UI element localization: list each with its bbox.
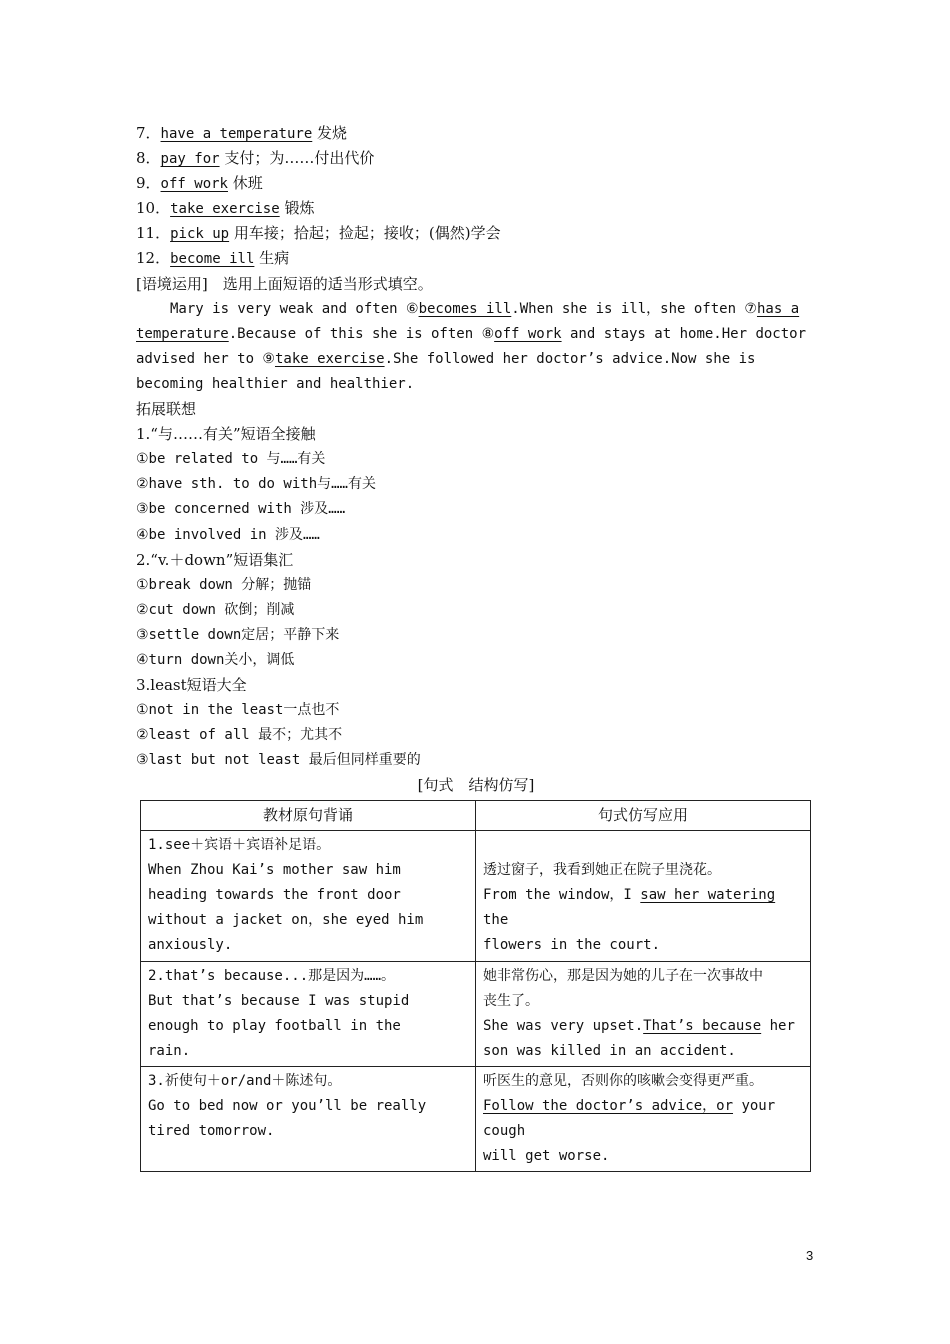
text: .She followed her doctor’s advice.Now she is [384,350,756,367]
pattern-title: 2.that’s because...那是因为……。 [148,967,396,984]
original-sentence-cell [141,1066,476,1171]
phrase-chinese: 生病 [254,249,290,268]
answer-blank: saw her watering [640,887,776,904]
column-header: 句式仿写应用 [476,801,811,831]
phrase-english: become ill [170,251,255,268]
cell-line: anxiously. [148,937,233,954]
chinese-prompt: 透过窗子，我看到她正在院子里浇花。 [483,862,721,879]
phrase-number: 11． [136,224,171,243]
cell-line [483,1094,803,1144]
phrase-chinese: 发烧 [312,124,348,142]
pattern-title: 3.祈使句＋or/and＋陈述句。 [148,1072,342,1089]
group-title: 3.least短语大全 [136,676,247,695]
list-item: ②cut down 砍倒；削减 [136,601,295,618]
list-item: ①break down 分解；抛锚 [136,576,312,593]
document-body [136,121,816,799]
cell-line: heading towards the front door [148,887,401,904]
text: your cough [483,1098,776,1140]
cell-line [483,1014,803,1039]
phrase-item [136,196,816,221]
list-item: ③be concerned with 涉及…… [136,501,346,518]
imitation-cell [476,831,811,961]
list-item: ④turn down关小，调低 [136,651,295,668]
answer-blank: take exercise [274,350,385,367]
phrase-english: off work [160,176,228,193]
cell-line: will get worse. [483,1148,610,1165]
text: From the window，I [483,887,641,904]
phrase-item [136,121,816,146]
phrase-number: 7． [136,124,161,142]
cell-line: without a jacket on，she eyed him [148,912,424,929]
phrase-chinese: 支付；为……付出代价 [219,149,375,168]
phrase-chinese: 锻炼 [279,199,315,218]
phrase-chinese: 用车接；拾起；捡起；接收；(偶然)学会 [229,224,501,243]
cell-line: son was killed in an accident. [483,1042,736,1059]
text: .When she is ill，she often ⑦ [511,300,757,317]
pattern-title: 1.see＋宾语＋宾语补足语。 [148,837,331,854]
spacer [483,833,803,858]
cell-line [483,883,803,933]
text: her [761,1017,795,1034]
phrase-number: 9． [136,174,161,193]
phrase-item [136,171,816,196]
phrase-item [136,221,816,246]
text: Mary is very weak and often ⑥ [170,300,419,317]
context-heading: [语境运用] 选用上面短语的适当形式填空。 [136,274,433,293]
table-header-row [141,801,811,831]
sentence-pattern-table [140,800,811,1172]
answer-blank: That’s because [643,1017,762,1034]
text: the [483,912,509,929]
context-paragraph-line [136,347,816,372]
answer-blank: becomes ill [418,300,512,317]
phrase-english: pay for [160,151,220,168]
list-item: ③settle down定居；平静下来 [136,626,340,643]
answer-blank: off work [494,325,562,342]
list-item: ③last but not least 最后但同样重要的 [136,752,421,769]
page-number: 3 [806,1248,814,1263]
phrase-item [136,146,816,171]
list-item: ④be involved in 涉及…… [136,526,320,543]
chinese-prompt: 听医生的意见，否则你的咳嗽会变得更严重。 [483,1072,763,1089]
list-item: ②least of all 最不；尤其不 [136,727,343,744]
context-paragraph-line [136,322,816,347]
cell-line: But that’s because I was stupid [148,992,410,1009]
table-row [141,831,811,961]
group-title: 1.“与……有关”短语全接触 [136,425,316,444]
cell-line: When Zhou Kai’s mother saw him [148,862,401,879]
section-title: [句式 结构仿写] [417,776,535,795]
phrase-item [136,246,816,271]
text: advised her to ⑨ [136,350,275,367]
text: She was very upset. [483,1017,644,1034]
answer-blank: temperature [136,325,229,342]
section-heading: 拓展联想 [136,400,197,419]
cell-line: flowers in the court. [483,937,661,954]
imitation-cell [476,1066,811,1171]
chinese-prompt: 她非常伤心，那是因为她的儿子在一次事故中 [483,967,763,984]
phrase-english: have a temperature [160,126,313,142]
table-row [141,1066,811,1171]
answer-blank: has a [756,300,800,317]
phrase-english: pick up [170,226,230,243]
phrase-chinese: 休班 [227,174,263,193]
phrase-number: 8． [136,149,161,168]
context-paragraph-line [136,297,816,322]
list-item: ①be related to 与……有关 [136,451,326,468]
phrase-english: take exercise [170,201,280,218]
cell-line: rain. [148,1042,191,1059]
text: .Because of this she is often ⑧ [228,325,495,342]
phrase-number: 12． [136,249,171,268]
table-row [141,961,811,1066]
list-item: ②have sth. to do with与……有关 [136,476,376,493]
cell-line: enough to play football in the [148,1017,401,1034]
phrase-number: 10． [136,199,171,218]
text: and stays at home.Her doctor [561,325,807,342]
list-item: ①not in the least一点也不 [136,702,340,719]
column-header: 教材原句背诵 [141,801,476,831]
original-sentence-cell [141,961,476,1066]
chinese-prompt: 丧生了。 [483,992,539,1009]
cell-line: tired tomorrow. [148,1123,275,1140]
answer-blank: Follow the doctor’s advice，or [483,1098,734,1115]
imitation-cell [476,961,811,1066]
original-sentence-cell [141,831,476,961]
group-title: 2.“v.＋down”短语集汇 [136,550,294,569]
cell-line: Go to bed now or you’ll be really [148,1098,427,1115]
context-paragraph-line: becoming healthier and healthier. [136,375,415,392]
